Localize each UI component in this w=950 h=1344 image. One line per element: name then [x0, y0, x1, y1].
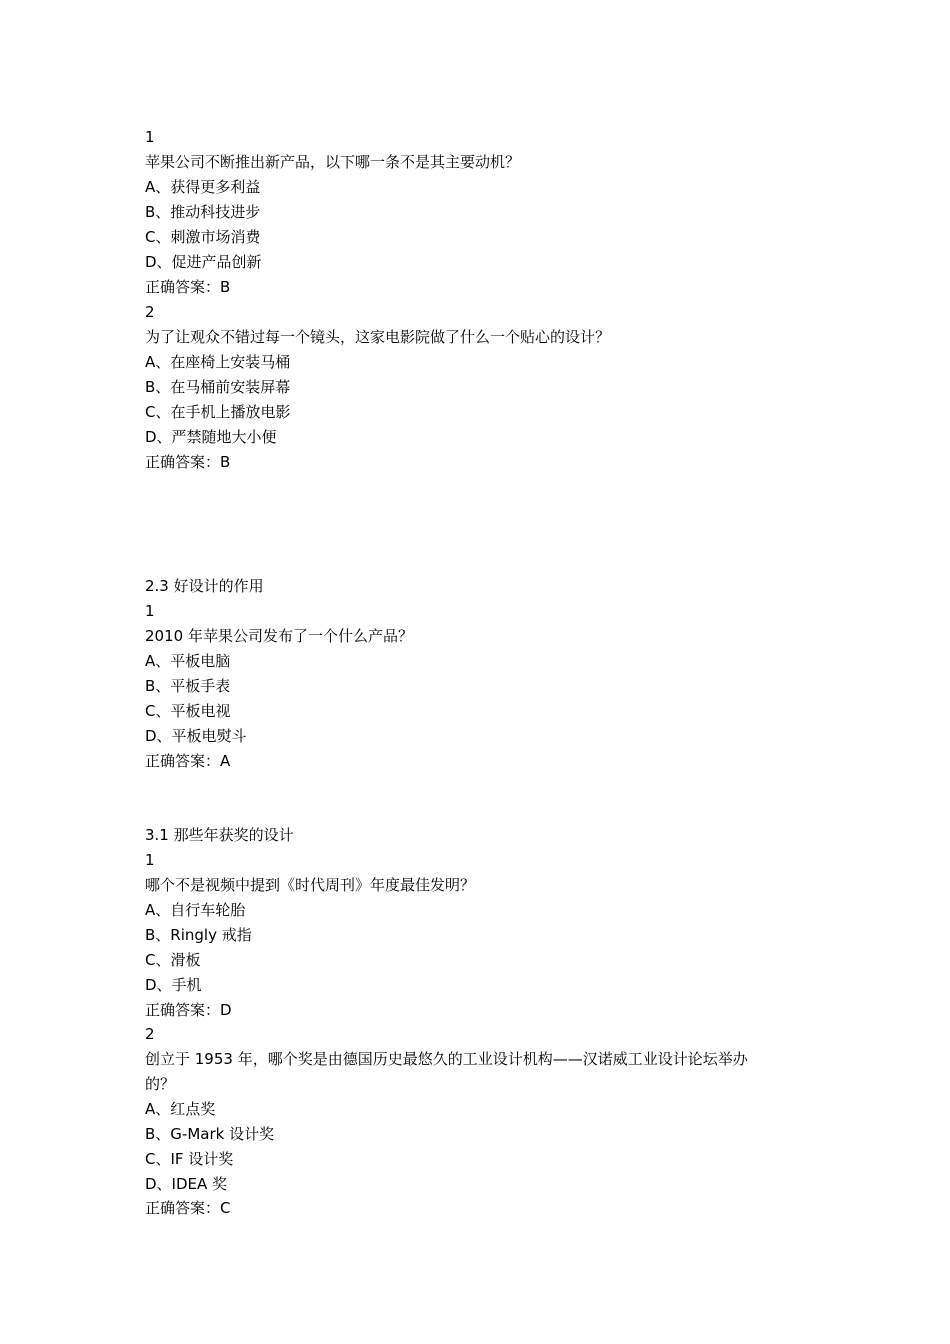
option-c: C、滑板: [145, 951, 201, 969]
option-d: D、平板电熨斗: [145, 727, 247, 745]
section-heading: 3.1 那些年获奖的设计: [145, 826, 294, 844]
answer: 正确答案：C: [145, 1199, 231, 1217]
option-a: A、自行车轮胎: [145, 901, 246, 919]
question-text: 为了让观众不错过每一个镜头，这家电影院做了什么一个贴心的设计？: [145, 328, 611, 346]
question-number: 1: [145, 851, 155, 869]
option-d: D、IDEA 奖: [145, 1175, 228, 1193]
option-a: A、获得更多利益: [145, 178, 261, 196]
question-text: 2010 年苹果公司发布了一个什么产品？: [145, 627, 413, 645]
option-c: C、刺激市场消费: [145, 228, 261, 246]
option-b: B、在马桶前安装屏幕: [145, 378, 291, 396]
question-text: 创立于 1953 年，哪个奖是由德国历史最悠久的工业设计机构——汉诺威工业设计论坛举办: [145, 1050, 748, 1068]
question-number: 2: [145, 303, 155, 321]
option-b: B、推动科技进步: [145, 203, 261, 221]
question-number: 2: [145, 1025, 155, 1043]
answer: 正确答案：D: [145, 1001, 232, 1019]
option-b: B、平板手表: [145, 677, 231, 695]
question-number: 1: [145, 602, 155, 620]
option-b: B、G-Mark 设计奖: [145, 1125, 275, 1143]
option-c: C、在手机上播放电影: [145, 403, 291, 421]
option-d: D、促进产品创新: [145, 253, 262, 271]
question-text: 苹果公司不断推出新产品，以下哪一条不是其主要动机？: [145, 153, 521, 171]
section-heading: 2.3 好设计的作用: [145, 577, 264, 595]
option-d: D、手机: [145, 976, 202, 994]
answer: 正确答案：A: [145, 752, 231, 770]
question-text-continued: 的？: [145, 1075, 176, 1093]
question-text: 哪个不是视频中提到《时代周刊》年度最佳发明？: [145, 876, 476, 894]
option-d: D、严禁随地大小便: [145, 428, 277, 446]
option-a: A、在座椅上安装马桶: [145, 353, 291, 371]
answer: 正确答案：B: [145, 453, 231, 471]
option-a: A、平板电脑: [145, 652, 231, 670]
question-number: 1: [145, 128, 155, 146]
option-c: C、平板电视: [145, 702, 231, 720]
option-a: A、红点奖: [145, 1100, 216, 1118]
option-c: C、IF 设计奖: [145, 1150, 234, 1168]
answer: 正确答案：B: [145, 278, 231, 296]
option-b: B、Ringly 戒指: [145, 926, 252, 944]
